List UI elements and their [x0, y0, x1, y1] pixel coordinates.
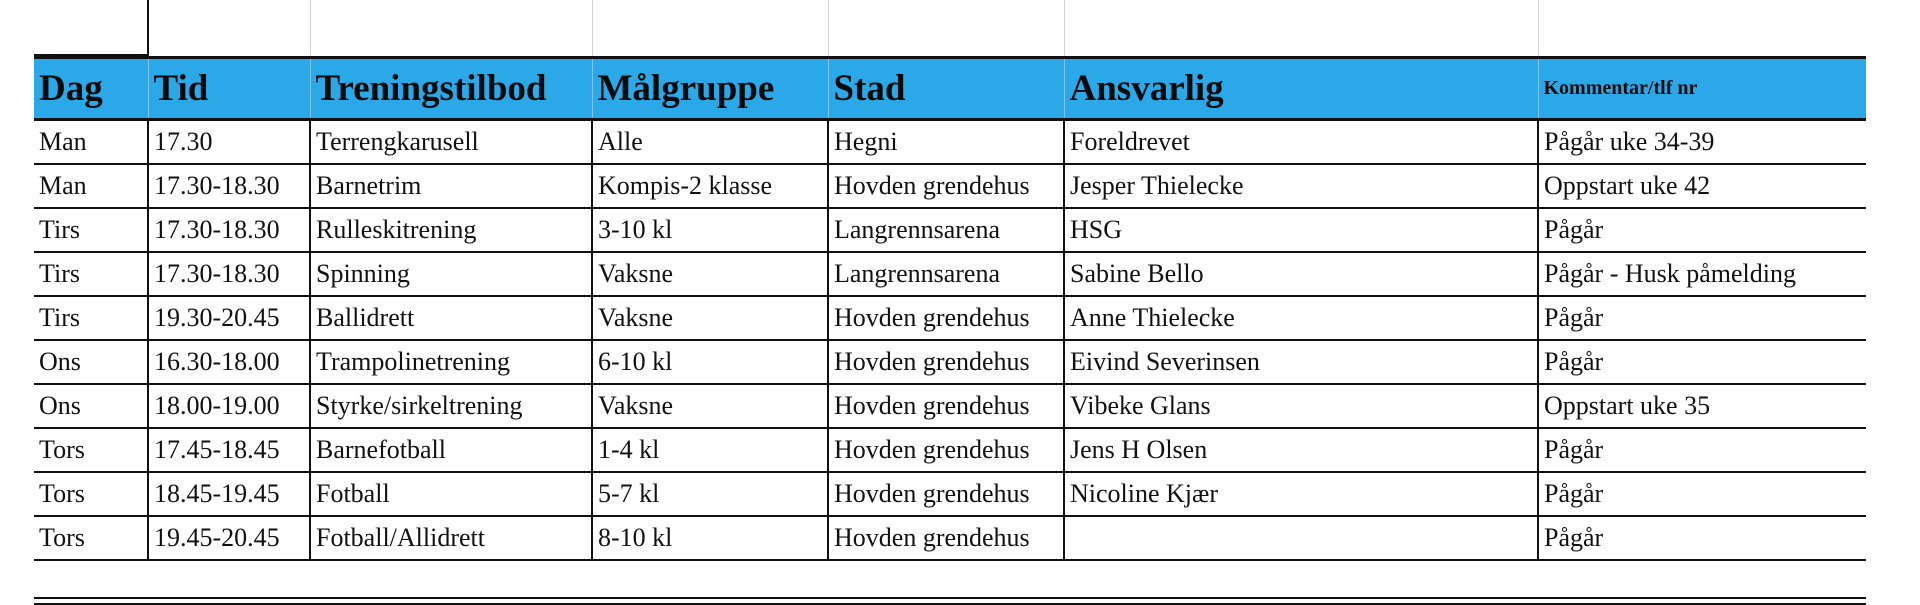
cell-stad[interactable]: Hovden grendehus [828, 516, 1064, 560]
cell-ansvarlig[interactable] [1064, 516, 1538, 560]
cell-dag[interactable]: Tirs [34, 296, 148, 340]
cell-kommentar[interactable]: Oppstart uke 35 [1538, 384, 1866, 428]
cell-ansvarlig[interactable]: Nicoline Kjær [1064, 472, 1538, 516]
grid-line [1538, 0, 1539, 56]
cell-ansvarlig[interactable]: Eivind Severinsen [1064, 340, 1538, 384]
cell-ansvarlig[interactable]: Jesper Thielecke [1064, 164, 1538, 208]
table-row [34, 252, 1866, 296]
cell-treningstilbod[interactable]: Barnetrim [310, 164, 592, 208]
cell-tid[interactable]: 17.30 [148, 120, 310, 164]
cell-malgruppe[interactable]: 1-4 kl [592, 428, 828, 472]
cell-treningstilbod[interactable]: Trampolinetrening [310, 340, 592, 384]
spreadsheet-cell[interactable] [34, 0, 149, 56]
cell-stad[interactable]: Hovden grendehus [828, 340, 1064, 384]
grid-line [828, 0, 829, 56]
cell-treningstilbod[interactable]: Spinning [310, 252, 592, 296]
cell-tid[interactable]: 17.30-18.30 [148, 208, 310, 252]
cell-malgruppe[interactable]: 6-10 kl [592, 340, 828, 384]
cell-tid[interactable]: 19.30-20.45 [148, 296, 310, 340]
cell-malgruppe[interactable]: Vaksne [592, 252, 828, 296]
grid-line [592, 0, 593, 56]
grid-line [310, 0, 311, 56]
cell-tid[interactable]: 17.30-18.30 [148, 252, 310, 296]
cell-dag[interactable]: Ons [34, 384, 148, 428]
table-row [34, 340, 1866, 384]
bottom-border [34, 597, 1866, 599]
cell-ansvarlig[interactable]: Vibeke Glans [1064, 384, 1538, 428]
table-row [34, 120, 1866, 164]
cell-dag[interactable]: Tors [34, 516, 148, 560]
cell-ansvarlig[interactable]: Foreldrevet [1064, 120, 1538, 164]
cell-tid[interactable]: 18.45-19.45 [148, 472, 310, 516]
cell-kommentar[interactable]: Pågår [1538, 296, 1866, 340]
cell-dag[interactable]: Tirs [34, 252, 148, 296]
cell-stad[interactable]: Hovden grendehus [828, 472, 1064, 516]
cell-malgruppe[interactable]: Kompis-2 klasse [592, 164, 828, 208]
cell-malgruppe[interactable]: Vaksne [592, 384, 828, 428]
cell-tid[interactable]: 17.30-18.30 [148, 164, 310, 208]
header-treningstilbod[interactable]: Treningstilbod [310, 58, 592, 120]
cell-kommentar[interactable]: Pågår uke 34-39 [1538, 120, 1866, 164]
header-stad[interactable]: Stad [828, 58, 1064, 120]
cell-stad[interactable]: Hovden grendehus [828, 428, 1064, 472]
cell-dag[interactable]: Tors [34, 428, 148, 472]
cell-stad[interactable]: Hovden grendehus [828, 296, 1064, 340]
spreadsheet-top-gridlines [0, 0, 1920, 58]
cell-kommentar[interactable]: Pågår [1538, 472, 1866, 516]
cell-kommentar[interactable]: Pågår - Husk påmelding [1538, 252, 1866, 296]
cell-dag[interactable]: Tors [34, 472, 148, 516]
header-row [34, 58, 1866, 120]
header-tid[interactable]: Tid [148, 58, 310, 120]
cell-dag[interactable]: Man [34, 120, 148, 164]
cell-stad[interactable]: Hovden grendehus [828, 384, 1064, 428]
cell-stad[interactable]: Hegni [828, 120, 1064, 164]
cell-treningstilbod[interactable]: Rulleskitrening [310, 208, 592, 252]
training-schedule-table [34, 56, 1866, 605]
cell-kommentar[interactable]: Pågår [1538, 428, 1866, 472]
header-kommentar[interactable]: Kommentar/tlf nr [1538, 58, 1866, 120]
header-malgruppe[interactable]: Målgruppe [592, 58, 828, 120]
cell-tid[interactable]: 18.00-19.00 [148, 384, 310, 428]
cell-kommentar[interactable]: Pågår [1538, 208, 1866, 252]
table-row [34, 164, 1866, 208]
cell-treningstilbod[interactable]: Fotball/Allidrett [310, 516, 592, 560]
table-row [34, 472, 1866, 516]
cell-tid[interactable]: 16.30-18.00 [148, 340, 310, 384]
cell-kommentar[interactable]: Pågår [1538, 516, 1866, 560]
cell-malgruppe[interactable]: 8-10 kl [592, 516, 828, 560]
cell-treningstilbod[interactable]: Fotball [310, 472, 592, 516]
cell-stad[interactable]: Langrennsarena [828, 252, 1064, 296]
cell-kommentar[interactable]: Pågår [1538, 340, 1866, 384]
cell-malgruppe[interactable]: Alle [592, 120, 828, 164]
cell-ansvarlig[interactable]: HSG [1064, 208, 1538, 252]
cell-treningstilbod[interactable]: Styrke/sirkeltrening [310, 384, 592, 428]
cell-dag[interactable]: Man [34, 164, 148, 208]
cell-tid[interactable]: 19.45-20.45 [148, 516, 310, 560]
cell-dag[interactable]: Tirs [34, 208, 148, 252]
cell-malgruppe[interactable]: 5-7 kl [592, 472, 828, 516]
table-row [34, 516, 1866, 560]
cell-treningstilbod[interactable]: Ballidrett [310, 296, 592, 340]
cell-malgruppe[interactable]: Vaksne [592, 296, 828, 340]
cell-ansvarlig[interactable]: Jens H Olsen [1064, 428, 1538, 472]
table-row [34, 384, 1866, 428]
header-ansvarlig[interactable]: Ansvarlig [1064, 58, 1538, 120]
cell-ansvarlig[interactable]: Sabine Bello [1064, 252, 1538, 296]
cell-kommentar[interactable]: Oppstart uke 42 [1538, 164, 1866, 208]
cell-ansvarlig[interactable]: Anne Thielecke [1064, 296, 1538, 340]
table-row [34, 208, 1866, 252]
cell-treningstilbod[interactable]: Barnefotball [310, 428, 592, 472]
header-dag[interactable]: Dag [34, 58, 148, 120]
cell-stad[interactable]: Hovden grendehus [828, 164, 1064, 208]
table-row [34, 428, 1866, 472]
cell-dag[interactable]: Ons [34, 340, 148, 384]
cell-tid[interactable]: 17.45-18.45 [148, 428, 310, 472]
table-row [34, 296, 1866, 340]
cell-stad[interactable]: Langrennsarena [828, 208, 1064, 252]
grid-line [1064, 0, 1065, 56]
cell-treningstilbod[interactable]: Terrengkarusell [310, 120, 592, 164]
cell-malgruppe[interactable]: 3-10 kl [592, 208, 828, 252]
